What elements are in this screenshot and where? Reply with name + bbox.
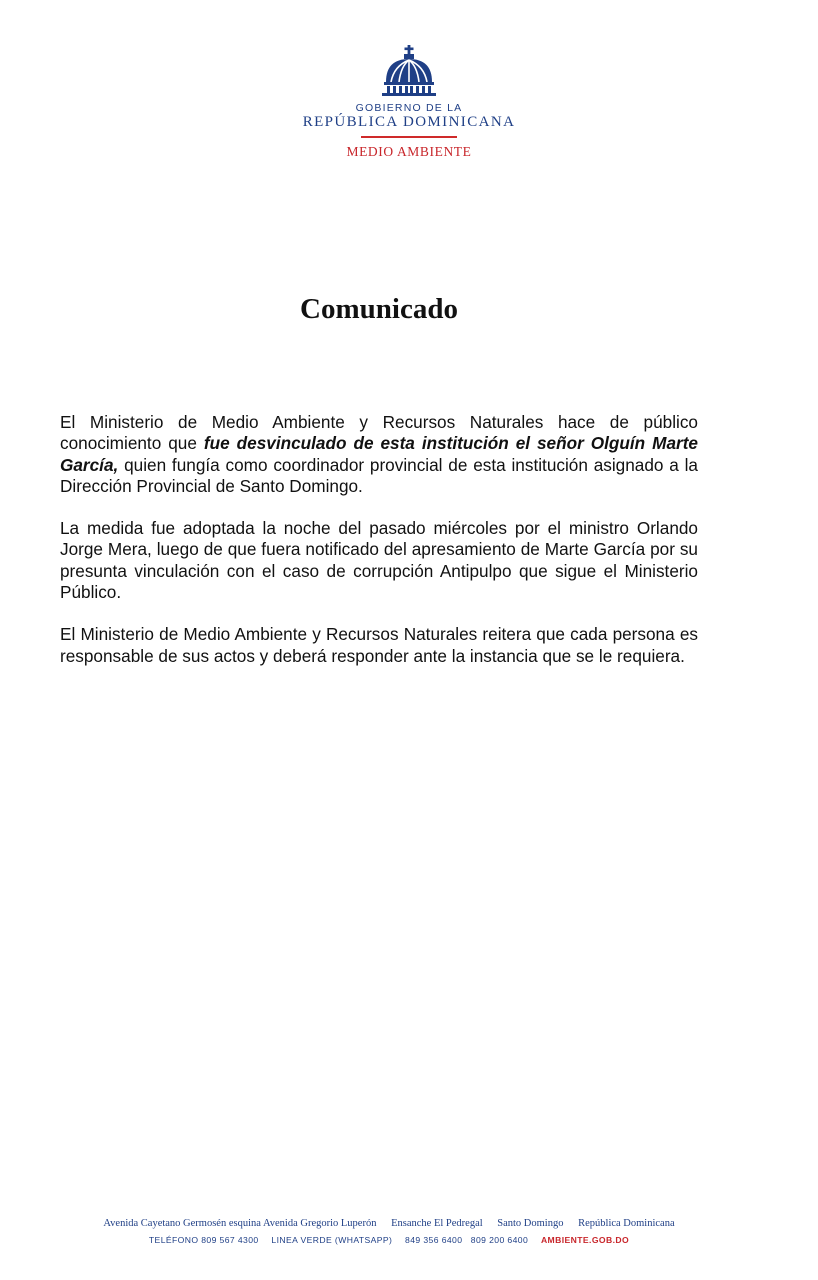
dome-coat-of-arms-icon (379, 44, 439, 98)
ministry-name: MEDIO AMBIENTE (346, 144, 472, 159)
footer-city: Santo Domingo (497, 1218, 564, 1229)
paragraph-3: El Ministerio de Medio Ambiente y Recursos Naturales reitera que cada persona es responsable de sus actos y deberá responder ante la instancia que se le requiera. (60, 624, 698, 666)
document-title: Comunicado (300, 293, 458, 325)
footer-contact-line (0, 1235, 778, 1245)
paragraph-1 (60, 412, 698, 497)
footer-country: República Dominicana (578, 1218, 675, 1229)
letterhead (0, 44, 818, 160)
footer-linea-verde-numbers: 849 356 6400 809 200 6400 (405, 1235, 529, 1245)
header-divider (361, 136, 457, 138)
footer-address-line (0, 1218, 778, 1229)
footer-linea-verde: LINEA VERDE (WHATSAPP) (271, 1235, 393, 1245)
paragraph-1-end: quien fungía como coordinador provincial de esta institución asignado a la Dirección Provincial de Santo Domingo. (60, 454, 698, 496)
footer-website[interactable]: AMBIENTE.GOB.DO (540, 1235, 630, 1245)
paragraph-1-start: El Ministerio de Medio Ambiente y Recursos Naturales hace de público conocimiento que (60, 412, 698, 454)
footer-address: Avenida Cayetano Germosén esquina Avenida Gregorio Luperón (103, 1218, 377, 1229)
paragraph-1-emphasis: fue desvinculado de esta institución el señor Olguín Marte García, (60, 433, 698, 475)
footer (0, 1218, 778, 1245)
document-body (60, 412, 698, 688)
footer-sector: Ensanche El Pedregal (391, 1218, 483, 1229)
footer-phone: TELÉFONO 809 567 4300 (148, 1235, 259, 1245)
gov-line-1: GOBIERNO DE LA (355, 102, 463, 114)
paragraph-2: La medida fue adoptada la noche del pasado miércoles por el ministro Orlando Jorge Mera, luego de que fuera notificado del apresamiento de Marte García por su presunta vinculación con el caso de corrupción Antipulpo que sigue el Ministerio Público. (60, 518, 698, 603)
gov-line-2: REPÚBLICA DOMINICANA (302, 114, 516, 130)
